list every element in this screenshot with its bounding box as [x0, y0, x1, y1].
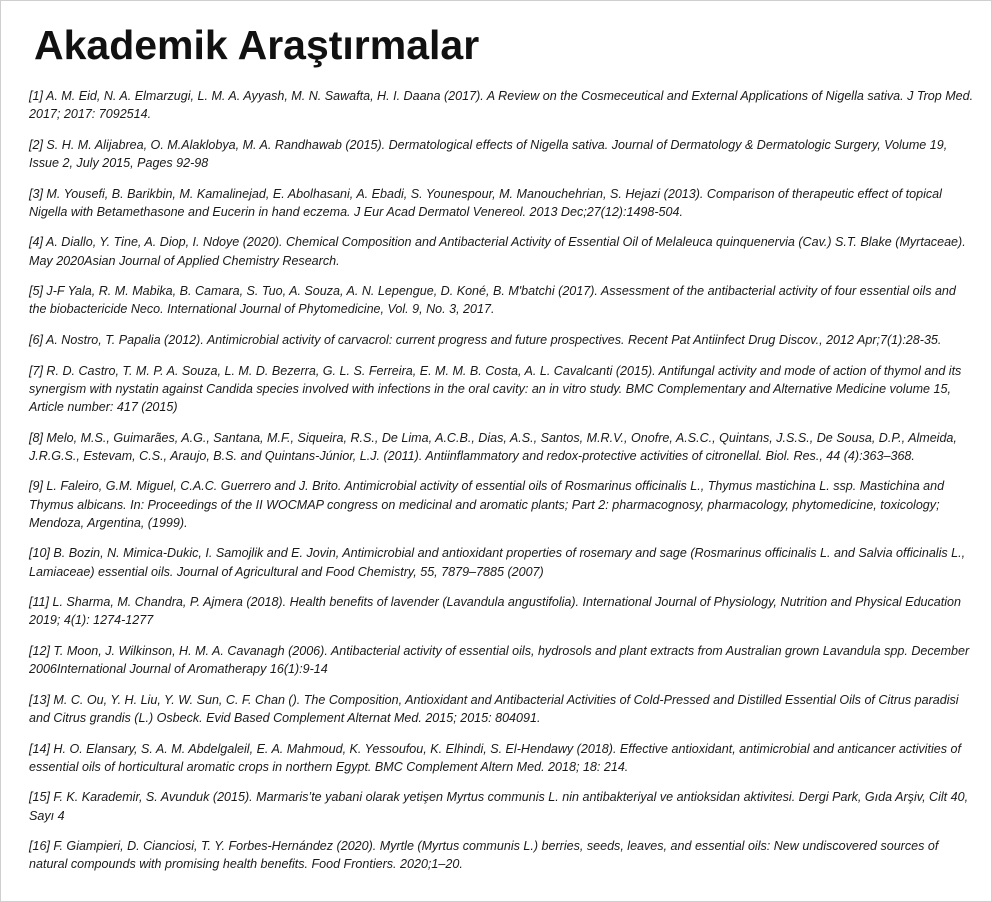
reference-item: [12] T. Moon, J. Wilkinson, H. M. A. Cavanagh (2006). Antibacterial activity of essential oils, hydrosols and plant extracts from Australian grown Lavandula spp. December 2006International Journal of Aromatherapy 16(1):9-14: [29, 643, 970, 677]
reference-item: [2] S. H. M. Alijabrea, O. M.Alaklobya, M. A. Randhawab (2015). Dermatological effects of Nigella sativa. Journal of Dermatology & Dermatologic Surgery, Volume 19, Issue 2, July 2015, Pages 92-98: [29, 137, 948, 170]
reference-item: [5] J-F Yala, R. M. Mabika, B. Camara, S. Tuo, A. Souza, A. N. Lepengue, D. Koné, B. M'batchi (2017). Assessment of the antibacterial activity of four essential oils and the biobactericide Neco. International Journal of Phytomedicine, Vol. 9, No. 3, 2017.: [29, 284, 956, 317]
reference-item: [7] R. D. Castro, T. M. P. A. Souza, L. M. D. Bezerra, G. L. S. Ferreira, E. M. M. B. Costa, A. L. Cavalcanti (2015). Antifungal activity and mode of action of thymol and its synergism with nystatin against Candida species involved with infections in the oral cavity: an in vitro study. BMC Complementary and Alternative Medicine volume 15, Article number: 417 (2015): [29, 363, 962, 414]
reference-item: [6] A. Nostro, T. Papalia (2012). Antimicrobial activity of carvacrol: current progress and future prospectives. Recent Pat Antiinfect Drug Discov., 2012 Apr;7(1):28-35.: [29, 332, 942, 347]
reference-item: [10] B. Bozin, N. Mimica-Dukic, I. Samojlik and E. Jovin, Antimicrobial and antioxidant properties of rosemary and sage (Rosmarinus officinalis L. and Salvia officinalis L., Lamiaceae) essential oils. Journal of Agricultural and Food Chemistry, 55, 7879–7885 (2007): [29, 546, 966, 579]
reference-item: [13] M. C. Ou, Y. H. Liu, Y. W. Sun, C. F. Chan (). The Composition, Antioxidant and Antibacterial Activities of Cold-Pressed and Distilled Essential Oils of Citrus paradisi and Citrus grandis (L.) Osbeck. Evid Based Complement Alternat Med. 2015; 2015: 804091.: [29, 692, 959, 725]
reference-item: [16] F. Giampieri, D. Cianciosi, T. Y. Forbes-Hernández (2020). Myrtle (Myrtus communis L.) berries, seeds, leaves, and essential oils: New undiscovered sources of natural compounds with promising health benefits. Food Frontiers. 2020;1–20.: [29, 839, 939, 872]
reference-item: [9] L. Faleiro, G.M. Miguel, C.A.C. Guerrero and J. Brito. Antimicrobial activity of essential oils of Rosmarinus officinalis L., Thymus mastichina L. ssp. Mastichina and Thymus albicans. In: Proceedings of the II WOCMAP congress on medicinal and aromatic plants; Part 2: pharmacognosy, pharmacology, phytomedicine, toxicology; Mendoza, Argentina, (1999).: [29, 479, 945, 530]
reference-item: [15] F. K. Karademir, S. Avunduk (2015). Marmaris’te yabani olarak yetişen Myrtus communis L. nin antibakteriyal ve antioksidan aktivitesi. Dergi Park, Gıda Arşiv, Cilt 40, Sayı 4: [29, 790, 969, 823]
reference-item: [4] A. Diallo, Y. Tine, A. Diop, I. Ndoye (2020). Chemical Composition and Antibacterial Activity of Essential Oil of Melaleuca quinquenervia (Cav.) S.T. Blake (Myrtaceae). May 2020Asian Journal of Applied Chemistry Research.: [29, 235, 966, 268]
reference-item: [8] Melo, M.S., Guimarães, A.G., Santana, M.F., Siqueira, R.S., De Lima, A.C.B., Dias, A.S., Santos, M.R.V., Onofre, A.S.C., Quintans, J.S.S., De Sousa, D.P., Almeida, J.R.G.S., Estevam, C.S., Araujo, B.S. and Quintans-Júnior, L.J. (2011). Antiinflammatory and redox-protective activities of citronellal. Biol. Res., 44 (4):363–368.: [29, 430, 957, 463]
page-title: Akademik Araştırmalar: [34, 22, 480, 68]
reference-item: [14] H. O. Elansary, S. A. M. Abdelgaleil, E. A. Mahmoud, K. Yessoufou, K. Elhindi, S. El-Hendawy (2018). Effective antioxidant, antimicrobial and anticancer activities of essential oils of horticultural aromatic crops in northern Egypt. BMC Complement Altern Med. 2018; 18: 214.: [29, 741, 961, 774]
reference-item: [1] A. M. Eid, N. A. Elmarzugi, L. M. A. Ayyash, M. N. Sawafta, H. I. Daana (2017). A Review on the Cosmeceutical and External Applications of Nigella sativa. J Trop Med. 2017; 2017: 7092514.: [29, 89, 974, 122]
reference-item: [11] L. Sharma, M. Chandra, P. Ajmera (2018). Health benefits of lavender (Lavandula angustifolia). International Journal of Physiology, Nutrition and Physical Education 2019; 4(1): 1274-1277: [29, 595, 962, 628]
reference-list: [29, 87, 974, 886]
reference-item: [3] M. Yousefi, B. Barikbin, M. Kamalinejad, E. Abolhasani, A. Ebadi, S. Younespour, M. Manouchehrian, S. Hejazi (2013). Comparison of therapeutic effect of topical Nigella with Betamethasone and Eucerin in hand eczema. J Eur Acad Dermatol Venereol. 2013 Dec;27(12):1498-504.: [29, 186, 942, 219]
